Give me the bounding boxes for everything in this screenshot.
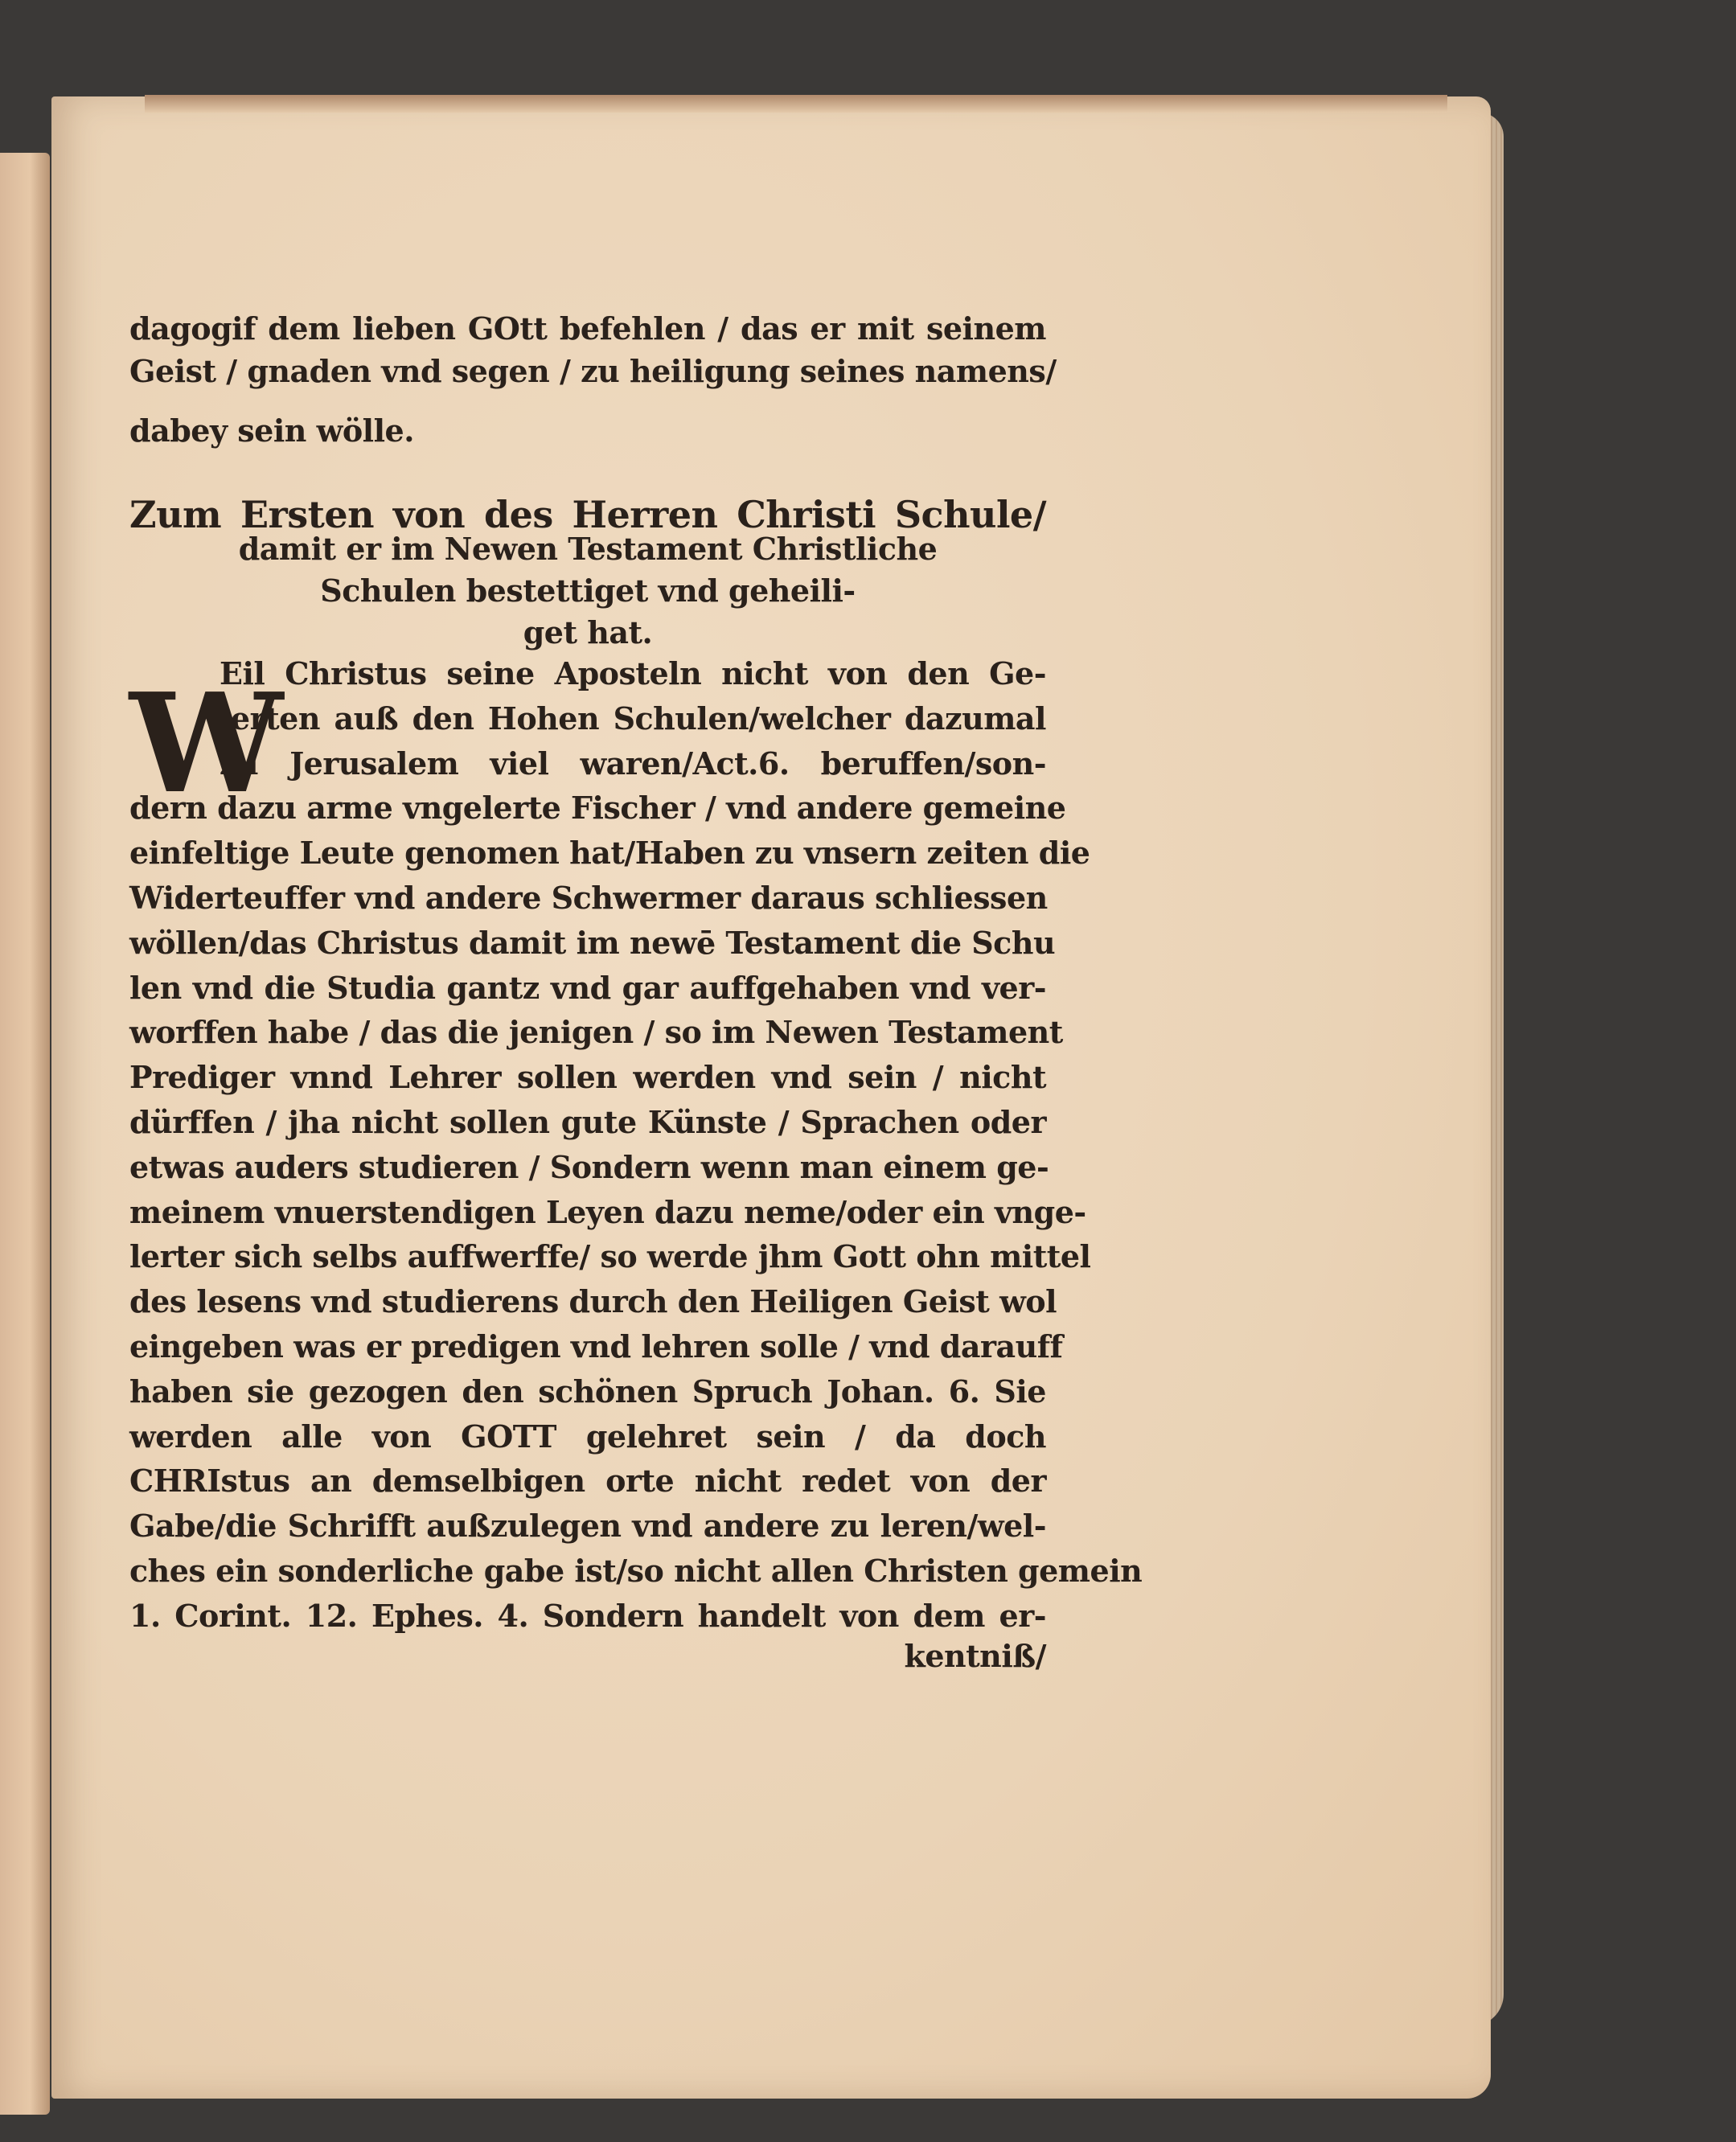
- intro-line: dabey sein wölle.: [129, 412, 414, 449]
- section-heading: Zum Ersten von des Herren Christi Schule/: [129, 493, 1046, 536]
- body-line: einfeltige Leute genomen hat/Haben zu vnsern zeiten die: [129, 835, 1090, 872]
- body-line: Widerteuffer vnd andere Schwermer daraus schliessen: [129, 880, 1048, 916]
- body-line: CHRIstus an demselbigen orte nicht redet von der: [129, 1463, 1046, 1500]
- body-line: worffen habe / das die jenigen / so im Newen Testament: [129, 1014, 1063, 1051]
- body-line: eingeben was er predigen vnd lehren solle / vnd darauff: [129, 1328, 1063, 1364]
- body-line: zu Jerusalem viel waren/Act.6. beruffen/son-: [220, 745, 1046, 782]
- section-subheading: Schulen bestettiget vnd geheili-: [320, 572, 856, 609]
- body-line: 1. Corint. 12. Ephes. 4. Sondern handelt von dem er-: [129, 1597, 1046, 1634]
- body-line: dern dazu arme vngelerte Fischer / vnd andere gemeine: [129, 790, 1066, 827]
- intro-line: dagogif dem lieben GOtt befehlen / das er mit seinem: [129, 310, 1046, 347]
- body-line: des lesens vnd studierens durch den Heiligen Geist wol: [129, 1283, 1057, 1320]
- section-subheading: damit er im Newen Testament Christliche: [238, 531, 938, 567]
- body-line: haben sie gezogen den schönen Spruch Johan. 6. Sie: [129, 1373, 1046, 1410]
- body-line: lerter sich selbs auffwerffe/ so werde jhm Gott ohn mittel: [129, 1238, 1091, 1275]
- body-line: lerten auß den Hohen Schulen/welcher dazumal: [220, 700, 1046, 737]
- catchword: kentniß/: [904, 1638, 1046, 1674]
- body-line: meinem vnuerstendigen Leyen dazu neme/oder ein vnge-: [129, 1193, 1086, 1230]
- body-line: werden alle von GOTT gelehret sein / da doch: [129, 1418, 1046, 1455]
- body-line: Eil Christus seine Aposteln nicht von den Ge-: [220, 655, 1046, 691]
- page-text: [129, 0, 1143, 2142]
- intro-line: Geist / gnaden vnd segen / zu heiligung seines namens/: [129, 353, 1057, 389]
- section-subheading: get hat.: [523, 614, 653, 650]
- body-line: etwas auders studieren / Sondern wenn man einem ge-: [129, 1148, 1049, 1185]
- body-line: Gabe/die Schrifft außzulegen vnd andere zu leren/wel-: [129, 1508, 1046, 1545]
- body-line: ches ein sonderliche gabe ist/so nicht allen Christen gemein: [129, 1553, 1143, 1589]
- body-line: len vnd die Studia gantz vnd gar auffgehaben vnd ver-: [129, 969, 1046, 1006]
- body-line: wöllen/das Christus damit im newē Testament die Schu: [129, 924, 1056, 961]
- body-line: dürffen / jha nicht sollen gute Künste / Sprachen oder: [129, 1104, 1046, 1140]
- body-line: Prediger vnnd Lehrer sollen werden vnd sein / nicht: [129, 1059, 1046, 1096]
- drop-cap: W: [129, 663, 283, 824]
- facing-page-edge: [0, 153, 50, 2115]
